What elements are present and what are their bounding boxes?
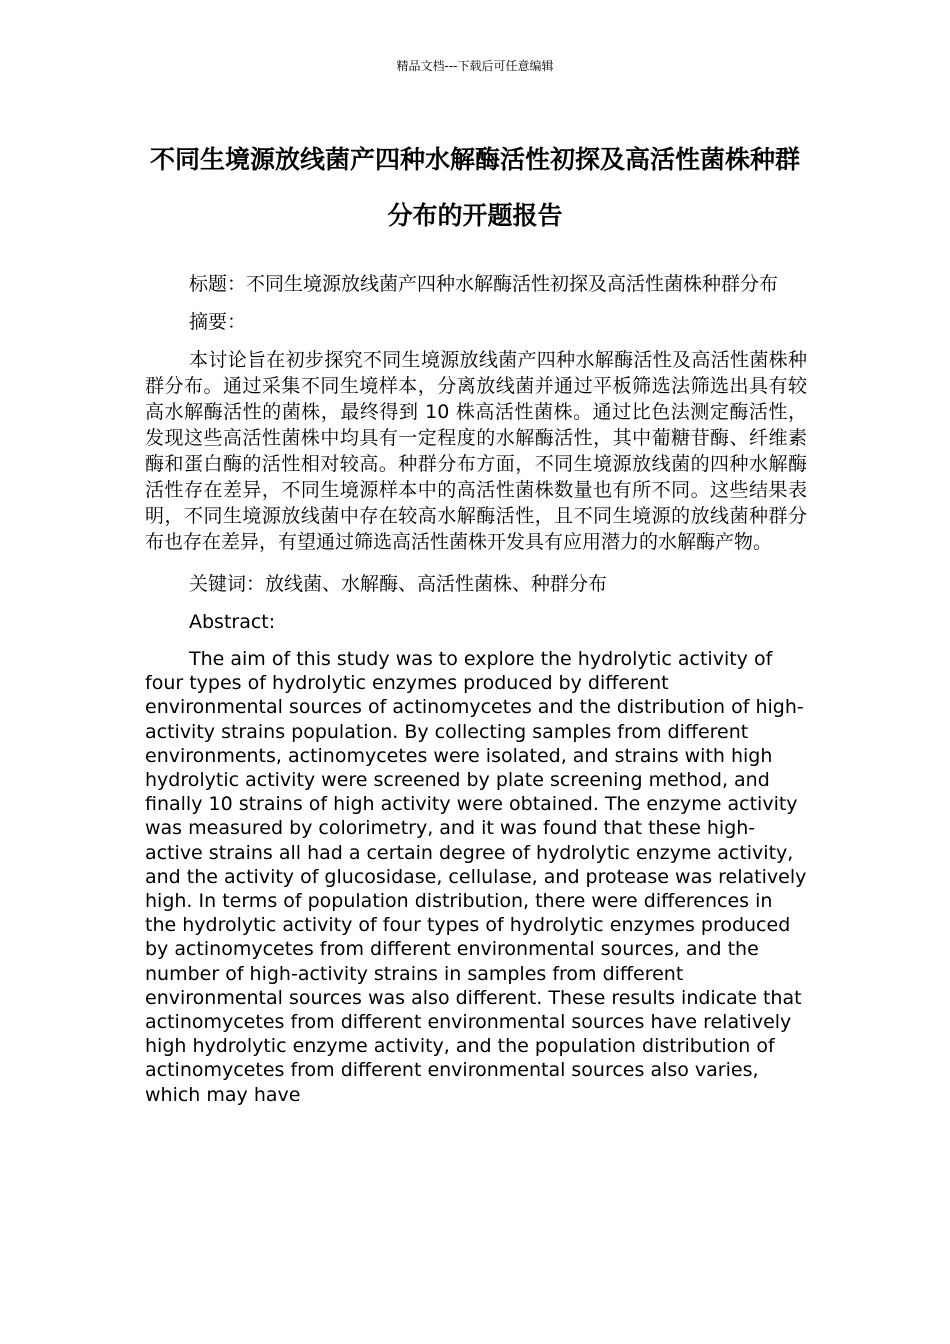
document-title: 不同生境源放线菌产四种水解酶活性初探及高活性菌株种群分布的开题报告: [149, 145, 800, 230]
keywords-line: 关键词：放线菌、水解酶、高活性菌株、种群分布: [189, 573, 608, 595]
abstract-cn-heading: 摘要：: [189, 311, 247, 333]
abstract-en-body: The aim of this study was to explore the hydrolytic activity of four types of hydrolytic enzymes produced by different environmental sources of actinomycetes and the distribution of high-activity strains population. By collecting samples from different environments, actinomycetes were isolated, and strains with high hydrolytic activity were screened by plate screening method, and finally 10 strains of high activity were obtained. The enzyme activity was measured by colorimetry, and it was found that these high-active strains all had a certain degree of hydrolytic enzyme activity, and the activity of glucosidase, cellulase, and protease was relatively high. In terms of population distribution, there were differences in the hydrolytic activity of four types of hydrolytic enzymes produced by actinomycetes from different environmental sources, and the number of high-activity strains in samples from different environmental sources was also different. These results indicate that actinomycetes from different environmental sources have relatively high hydrolytic enzyme activity, and the population distribution of actinomycetes from different environmental sources also varies, which may have: [145, 648, 807, 1106]
topic-line: 标题：不同生境源放线菌产四种水解酶活性初探及高活性菌株种群分布: [189, 273, 779, 295]
document-body: [145, 271, 807, 1107]
abstract-en-heading: Abstract:: [189, 611, 276, 633]
abstract-cn-body: 本讨论旨在初步探究不同生境源放线菌产四种水解酶活性及高活性菌株种群分布。通过采集不同生境样本，分离放线菌并通过平板筛选法筛选出具有较高水解酶活性的菌株，最终得到 10 株高活性菌株。通过比色法测定酶活性，发现这些高活性菌株中均具有一定程度的水解酶活性，其中葡糖苷酶、纤维素酶和蛋白酶的活性相对较高。种群分布方面，不同生境源放线菌的四种水解酶活性存在差异，不同生境源样本中的高活性菌株数量也有所不同。这些结果表明，不同生境源放线菌中存在较高水解酶活性，且不同生境源的放线菌种群分布也存在差异，有望通过筛选高活性菌株开发具有应用潜力的水解酶产物。: [145, 349, 807, 553]
page-header-note: 精品文档---下载后可任意编辑: [396, 59, 554, 73]
